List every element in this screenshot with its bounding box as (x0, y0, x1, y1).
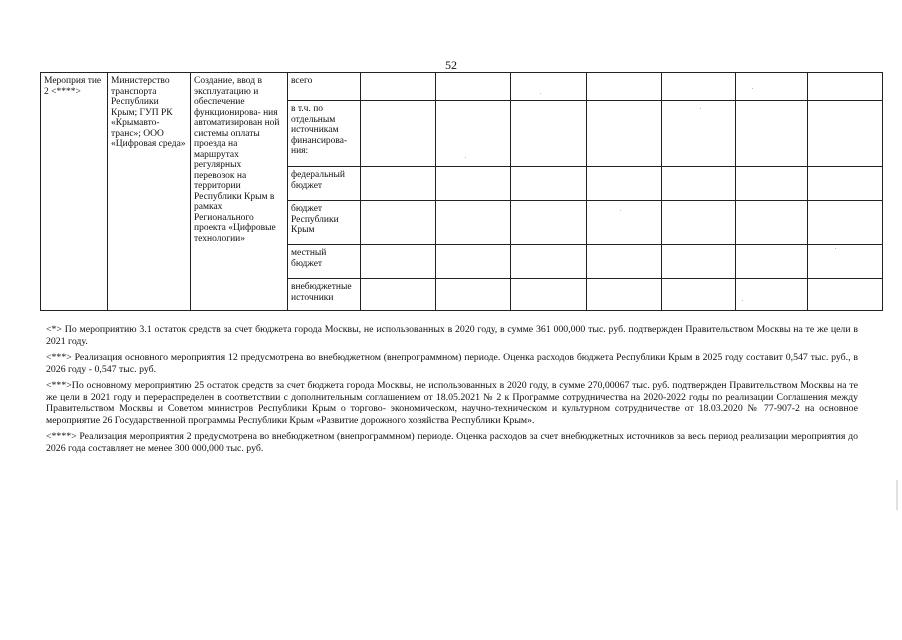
value-cell (662, 73, 736, 101)
value-cell (511, 73, 587, 101)
measure-cell: Мероприя тие 2 <****> (41, 73, 108, 311)
footnote: <***>По основному мероприятию 25 остаток средств за счет бюджета города Москвы, не использованных в 2020 году, в сумме 270,00067 тыс. руб. подтвержден Правительством Москвы на те же цели в 2021 году и перераспределен в соответствии с дополнительным соглашением от 18.05.2021 № 2 к Программе сотрудничества на 2020-2022 годы по реализации Соглашения между Правительством Москвы и Советом министров Республики Крым о торгово- экономическом, научно-техническом и культурном сотрудничестве от 18.03.2020 № 77-907-2 на основное мероприятие 26 Государственной программы Республики Крым «Развитие дорожного хозяйства Республики Крым». (46, 380, 858, 426)
scan-speck (465, 157, 466, 158)
source-cell-republic: бюджет Республики Крым (288, 201, 361, 245)
value-cell (736, 167, 808, 201)
value-cell (736, 245, 808, 279)
financing-table (40, 72, 883, 311)
page-number: 52 (445, 58, 457, 72)
value-cell (662, 201, 736, 245)
value-cell (511, 201, 587, 245)
value-cell (662, 279, 736, 311)
value-cell (736, 101, 808, 167)
scan-edge-mark (896, 480, 898, 510)
value-cell (662, 101, 736, 167)
value-cell (436, 201, 511, 245)
value-cell (662, 167, 736, 201)
value-cell (587, 167, 662, 201)
value-cell (361, 101, 436, 167)
value-cell (587, 201, 662, 245)
value-cell (511, 101, 587, 167)
value-cell (808, 245, 883, 279)
value-cell (511, 245, 587, 279)
source-cell-federal: федеральный бюджет (288, 167, 361, 201)
table-row (41, 73, 883, 101)
value-cell (436, 245, 511, 279)
value-cell (361, 167, 436, 201)
value-cell (361, 73, 436, 101)
value-cell (662, 245, 736, 279)
value-cell (808, 201, 883, 245)
footnote: <***> Реализация основного мероприятия 12 предусмотрена во внебюджетном (внепрограммном) периоде. Оценка расходов бюджета Республики Крым в 2025 году составит 0,547 тыс. руб., в 2026 году - 0,547 тыс. руб. (46, 352, 858, 375)
value-cell (587, 245, 662, 279)
scan-speck (700, 108, 701, 109)
footnotes (46, 324, 858, 459)
value-cell (808, 101, 883, 167)
scan-speck (540, 93, 541, 94)
source-cell-total: всего (288, 73, 361, 101)
value-cell (361, 201, 436, 245)
scan-speck (835, 248, 836, 249)
source-cell-breakdown: в т.ч. по отдельным источникам финансирова- ния: (288, 101, 361, 167)
description-cell: Создание, ввод в эксплуатацию и обеспечение функционирова- ния автоматизирован ной системы оплаты проезда на маршрутах регулярных перевозок на территории Республики Крым в рамках Регионального проекта «Цифровые технологии» (191, 73, 288, 311)
value-cell (436, 101, 511, 167)
executor-cell: Министерство транспорта Республики Крым; ГУП РК «Крымавто- транс»; ООО «Цифровая среда» (108, 73, 191, 311)
footnote: <*> По мероприятию 3.1 остаток средств за счет бюджета города Москвы, не использованных в 2020 году, в сумме 361 000,000 тыс. руб. подтвержден Правительством Москвы на те же цели в 2021 году. (46, 324, 858, 347)
value-cell (511, 167, 587, 201)
value-cell (808, 279, 883, 311)
value-cell (361, 279, 436, 311)
value-cell (361, 245, 436, 279)
footnote: <****> Реализация мероприятия 2 предусмотрена во внебюджетном (внепрограммном) периоде. Оценка расходов за счет внебюджетных источников за весь период реализации мероприятия до 2026 года составляет не менее 300 000,000 тыс. руб. (46, 431, 858, 454)
scan-speck (752, 88, 753, 89)
value-cell (436, 279, 511, 311)
scan-speck (742, 300, 743, 301)
value-cell (511, 279, 587, 311)
value-cell (587, 101, 662, 167)
value-cell (587, 279, 662, 311)
value-cell (736, 73, 808, 101)
value-cell (436, 167, 511, 201)
value-cell (587, 73, 662, 101)
scan-speck (620, 210, 621, 211)
value-cell (736, 279, 808, 311)
value-cell (736, 201, 808, 245)
value-cell (808, 167, 883, 201)
source-cell-extrabudgetary: внебюджетные источники (288, 279, 361, 311)
source-cell-local: местный бюджет (288, 245, 361, 279)
value-cell (436, 73, 511, 101)
value-cell (808, 73, 883, 101)
